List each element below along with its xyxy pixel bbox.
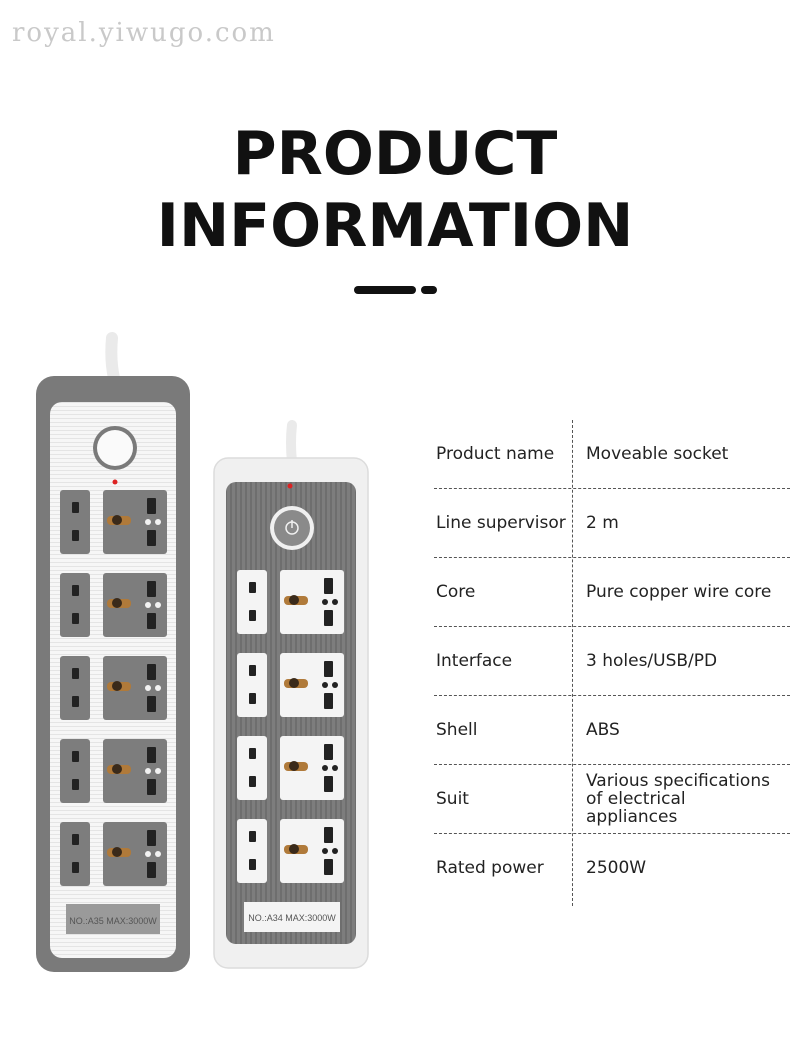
spec-row <box>434 420 790 489</box>
spec-value: Moveable socket <box>586 444 729 464</box>
spec-value: 2 m <box>586 513 619 533</box>
watermark: royal.yiwugo.com <box>12 18 276 48</box>
product-photo <box>30 330 380 980</box>
spec-label: Product name <box>436 444 555 464</box>
spec-value: 3 holes/USB/PD <box>586 651 718 671</box>
spec-label: Shell <box>436 720 478 740</box>
title-divider-dot <box>421 286 437 294</box>
right-model-label: NO.:A34 MAX:3000W <box>248 913 336 923</box>
spec-label: Line supervisor <box>436 513 566 533</box>
spec-row <box>434 558 790 627</box>
title-line-2: INFORMATION <box>156 191 634 261</box>
spec-row <box>434 696 790 765</box>
spec-value: ABS <box>586 720 620 740</box>
spec-row <box>434 489 790 558</box>
spec-label: Core <box>436 582 476 602</box>
spec-value: Various specifications of electrical appliances <box>586 771 770 827</box>
title-line-1: PRODUCT <box>232 119 558 189</box>
title-divider <box>354 286 416 294</box>
spec-label: Suit <box>436 789 469 809</box>
spec-table <box>434 420 790 902</box>
spec-value: Pure copper wire core <box>586 582 772 602</box>
spec-label: Interface <box>436 651 513 671</box>
spec-row <box>434 765 790 834</box>
spec-label: Rated power <box>436 858 544 878</box>
spec-row <box>434 627 790 696</box>
spec-row <box>434 834 790 902</box>
left-model-label: NO.:A35 MAX:3000W <box>69 916 157 926</box>
page-title <box>0 118 790 262</box>
spec-value: 2500W <box>586 858 647 878</box>
